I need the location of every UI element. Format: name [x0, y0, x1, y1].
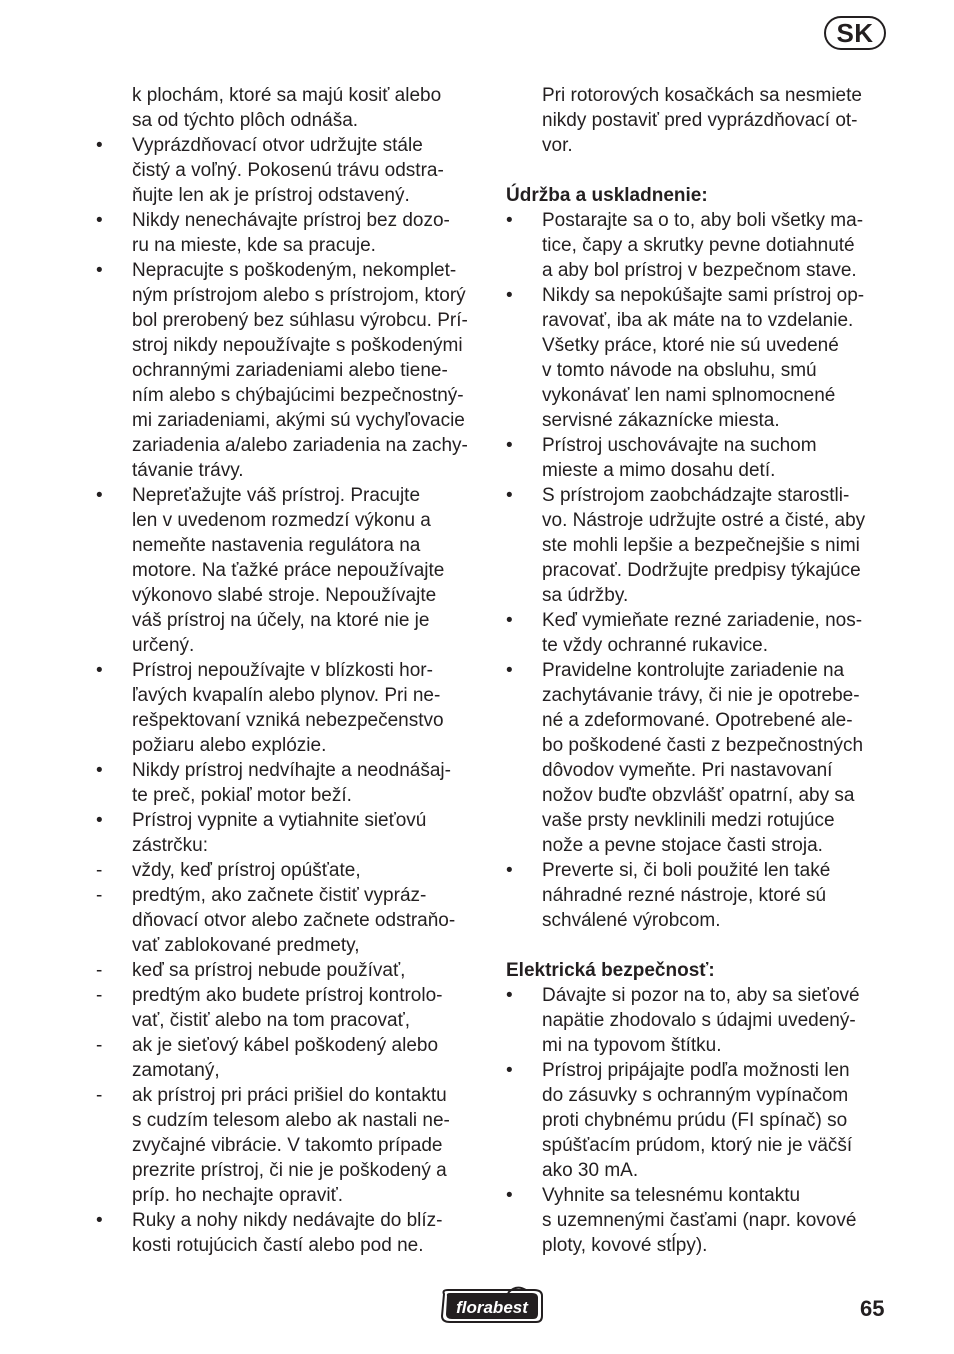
line-text: kosti rotujúcich častí alebo pod ne.	[132, 1235, 424, 1256]
text-line	[92, 558, 482, 583]
line-text: servisné zákaznícke miesta.	[542, 410, 780, 431]
text-line	[502, 1208, 892, 1233]
text-line	[92, 858, 482, 883]
line-text: príp. ho nechajte opraviť.	[132, 1185, 343, 1206]
dash-marker: -	[96, 1035, 103, 1056]
text-line	[92, 733, 482, 758]
line-text: Keď vymieňate rezné zariadenie, nos-	[542, 610, 863, 631]
bullet-marker: •	[506, 860, 513, 881]
dash-marker: -	[96, 885, 103, 906]
line-text: Nepreťažujte váš prístroj. Pracujte	[132, 485, 421, 506]
text-line	[502, 1108, 892, 1133]
line-text: napätie zhodovalo s údajmi uvedený-	[542, 1010, 856, 1031]
text-line	[502, 658, 892, 683]
line-text: Prístroj uschovávajte na suchom	[542, 435, 817, 456]
text-line	[502, 1183, 892, 1208]
line-text: tice, čapy a skrutky pevne dotiahnuté	[542, 235, 855, 256]
text-line	[502, 858, 892, 883]
line-text: távanie trávy.	[132, 460, 244, 481]
text-line	[502, 883, 892, 908]
text-line	[92, 633, 482, 658]
text-line	[92, 983, 482, 1008]
line-text: Nikdy prístroj nedvíhajte a neodnášaj-	[132, 760, 451, 781]
line-text: sa od týchto plôch odnáša.	[132, 110, 359, 131]
text-line	[92, 433, 482, 458]
text-line	[92, 583, 482, 608]
bullet-marker: •	[506, 285, 513, 306]
line-text: nemeňte nastavenia regulátora na	[132, 535, 421, 556]
text-line	[92, 683, 482, 708]
line-text: ným prístrojom alebo s prístrojom, ktorý	[132, 285, 466, 306]
text-line	[502, 1158, 892, 1183]
line-text: vždy, keď prístroj opúšťate,	[132, 860, 361, 881]
line-text: Vyhnite sa telesnému kontaktu	[542, 1185, 801, 1206]
line-text: vykonávať len nami splnomocnené	[542, 385, 836, 406]
bullet-marker: •	[506, 985, 513, 1006]
text-line	[502, 1058, 892, 1083]
text-line	[502, 433, 892, 458]
line-text: Vyprázdňovací otvor udržujte stále	[132, 135, 423, 156]
paragraph-gap	[502, 158, 892, 183]
line-text: vor.	[542, 135, 573, 156]
line-text: ravovať, iba ak máte na to vzdelanie.	[542, 310, 854, 331]
language-badge: SK	[824, 16, 886, 50]
text-line	[502, 133, 892, 158]
text-line	[92, 133, 482, 158]
line-text: proti chybnému prúdu (FI spínač) so	[542, 1110, 848, 1131]
text-line	[92, 183, 482, 208]
line-text: Preverte si, či boli použité len také	[542, 860, 831, 881]
line-text: ak prístroj pri práci prišiel do kontaktu	[132, 1085, 447, 1106]
text-line	[92, 333, 482, 358]
text-line	[502, 783, 892, 808]
line-text: mi na typovom štítku.	[542, 1035, 722, 1056]
line-text: ľavých kvapalín alebo plynov. Pri ne-	[132, 685, 441, 706]
line-text: ako 30 mA.	[542, 1160, 639, 1181]
page-number: 65	[860, 1296, 885, 1321]
line-text: ňujte len ak je prístroj odstavený.	[132, 185, 410, 206]
line-text: do zásuvky s ochranným vypínačom	[542, 1085, 849, 1106]
line-text: Postarajte sa o to, aby boli všetky ma-	[542, 210, 864, 231]
line-text: bo poškodené časti z bezpečnostných	[542, 735, 864, 756]
line-text: ak je sieťový kábel poškodený alebo	[132, 1035, 439, 1056]
line-text: vaše prsty nevklinili medzi rotujúce	[542, 810, 835, 831]
text-line	[502, 333, 892, 358]
bullet-marker: •	[96, 810, 103, 831]
line-text: sa údržby.	[542, 585, 629, 606]
line-text: mi zariadeniami, akými sú vychyľovacie	[132, 410, 465, 431]
text-line	[502, 808, 892, 833]
bullet-marker: •	[96, 1210, 103, 1231]
bullet-marker: •	[96, 660, 103, 681]
line-text: čistý a voľný. Pokosenú trávu odstra-	[132, 160, 444, 181]
line-text: Prístroj pripájajte podľa možnosti len	[542, 1060, 850, 1081]
text-line	[92, 608, 482, 633]
line-text: požiaru alebo explózie.	[132, 735, 327, 756]
text-line	[502, 83, 892, 108]
text-line	[92, 258, 482, 283]
line-text: výkonovo slabé stroje. Nepoužívajte	[132, 585, 437, 606]
text-line	[502, 908, 892, 933]
left-column	[92, 83, 482, 1258]
bullet-marker: •	[506, 660, 513, 681]
text-line	[92, 783, 482, 808]
text-line	[92, 83, 482, 108]
line-text: k plochám, ktoré sa majú kosiť alebo	[132, 85, 442, 106]
text-line	[92, 1008, 482, 1033]
text-line	[502, 308, 892, 333]
text-line	[92, 1183, 482, 1208]
line-text: predtým, ako začnete čistiť vypráz-	[132, 885, 427, 906]
line-text: te preč, pokiaľ motor beží.	[132, 785, 352, 806]
text-line	[502, 383, 892, 408]
bullet-marker: •	[506, 610, 513, 631]
text-line	[92, 508, 482, 533]
dash-marker: -	[96, 960, 103, 981]
line-text: te vždy ochranné rukavice.	[542, 635, 769, 656]
text-line	[92, 533, 482, 558]
section-heading: Údržba a uskladnenie:	[506, 185, 708, 206]
text-line	[92, 1083, 482, 1108]
line-text: Nikdy sa nepokúšajte sami prístroj op-	[542, 285, 865, 306]
line-text: ploty, kovové stĺpy).	[542, 1235, 708, 1256]
line-text: Pravidelne kontrolujte zariadenie na	[542, 660, 845, 681]
text-line	[92, 1208, 482, 1233]
line-text: nože a pevne stojace časti stroja.	[542, 835, 823, 856]
text-line	[92, 383, 482, 408]
line-text: prezrite prístroj, či nie je poškodený a	[132, 1160, 447, 1181]
line-text: zvyčajné vibrácie. V takomto prípade	[132, 1135, 443, 1156]
bullet-marker: •	[506, 435, 513, 456]
dash-marker: -	[96, 860, 103, 881]
bullet-marker: •	[506, 485, 513, 506]
text-line	[92, 158, 482, 183]
line-text: motore. Na ťažké práce nepoužívajte	[132, 560, 445, 581]
line-text: a aby bol prístroj v bezpečnom stave.	[542, 260, 857, 281]
bullet-marker: •	[506, 210, 513, 231]
line-text: s cudzím telesom alebo ak nastali ne-	[132, 1110, 450, 1131]
line-text: ním alebo s chýbajúcimi bezpečnostný-	[132, 385, 464, 406]
line-text: mieste a mimo dosahu detí.	[542, 460, 776, 481]
text-line	[502, 1133, 892, 1158]
line-text: predtým ako budete prístroj kontrolo-	[132, 985, 443, 1006]
line-text: váš prístroj na účely, na ktoré nie je	[132, 610, 430, 631]
paragraph-gap	[502, 933, 892, 958]
text-line	[92, 1058, 482, 1083]
line-text: ste mohli lepšie a bezpečnejšie s nimi	[542, 535, 860, 556]
line-text: pracovať. Dodržujte predpisy týkajúce	[542, 560, 861, 581]
text-line	[92, 1233, 482, 1258]
line-text: vať, čistiť alebo na tom pracovať,	[132, 1010, 411, 1031]
line-text: v tomto návode na obsluhu, smú	[542, 360, 817, 381]
line-text: stroj nikdy nepoužívajte s poškodenými	[132, 335, 463, 356]
bullet-marker: •	[506, 1060, 513, 1081]
line-text: rešpektovaní vzniká nebezpečenstvo	[132, 710, 444, 731]
bullet-marker: •	[96, 135, 103, 156]
text-line	[92, 833, 482, 858]
line-text: nikdy postaviť pred vyprázdňovací ot-	[542, 110, 858, 131]
bullet-marker: •	[96, 260, 103, 281]
dash-marker: -	[96, 1085, 103, 1106]
text-line	[502, 283, 892, 308]
line-text: vo. Nástroje udržujte ostré a čisté, aby	[542, 510, 866, 531]
text-line	[502, 683, 892, 708]
text-line	[92, 283, 482, 308]
text-line	[92, 808, 482, 833]
text-line	[92, 883, 482, 908]
text-line	[92, 208, 482, 233]
text-line	[92, 933, 482, 958]
text-line	[502, 258, 892, 283]
section-heading: Elektrická bezpečnosť:	[506, 960, 715, 981]
line-text: bol prerobený bez súhlasu výrobcu. Prí-	[132, 310, 468, 331]
text-line	[502, 583, 892, 608]
line-text: len v uvedenom rozmedzí výkonu a	[132, 510, 431, 531]
text-line	[502, 533, 892, 558]
line-text: dňovací otvor alebo začnete odstraňo-	[132, 910, 456, 931]
line-text: ru na mieste, kde sa pracuje.	[132, 235, 376, 256]
line-text: Nepracujte s poškodeným, nekomplet-	[132, 260, 457, 281]
text-line	[502, 633, 892, 658]
text-line	[502, 233, 892, 258]
text-line	[92, 233, 482, 258]
bullet-marker: •	[96, 760, 103, 781]
text-line	[92, 358, 482, 383]
text-line	[92, 658, 482, 683]
bullet-marker: •	[96, 210, 103, 231]
line-text: né a zdeformované. Opotrebené ale-	[542, 710, 853, 731]
text-line	[92, 458, 482, 483]
line-text: zástrčku:	[132, 835, 209, 856]
text-line	[502, 558, 892, 583]
bullet-marker: •	[506, 1185, 513, 1206]
text-line	[502, 733, 892, 758]
text-line	[502, 1083, 892, 1108]
text-line	[502, 1033, 892, 1058]
line-text: spúšťacím prúdom, ktorý nie je väčší	[542, 1135, 853, 1156]
line-text: náhradné rezné nástroje, ktoré sú	[542, 885, 827, 906]
text-line	[92, 308, 482, 333]
text-line	[502, 608, 892, 633]
line-text: Nikdy nenechávajte prístroj bez dozo-	[132, 210, 450, 231]
text-line	[502, 708, 892, 733]
line-text: S prístrojom zaobchádzajte starostli-	[542, 485, 850, 506]
line-text: určený.	[132, 635, 195, 656]
text-line	[502, 1233, 892, 1258]
text-line	[502, 1008, 892, 1033]
line-text: zachytávanie trávy, či nie je opotrebe-	[542, 685, 860, 706]
line-text: Pri rotorových kosačkách sa nesmiete	[542, 85, 862, 106]
line-text: Prístroj vypnite a vytiahnite sieťovú	[132, 810, 427, 831]
text-line	[502, 208, 892, 233]
line-text: zariadenia a/alebo zariadenia na zachy-	[132, 435, 468, 456]
dash-marker: -	[96, 985, 103, 1006]
text-line	[92, 1108, 482, 1133]
text-line	[92, 758, 482, 783]
line-text: nožov buďte obzvlášť opatrní, aby sa	[542, 785, 855, 806]
text-line	[92, 108, 482, 133]
text-line	[502, 508, 892, 533]
line-text: Prístroj nepoužívajte v blízkosti hor-	[132, 660, 433, 681]
text-line	[92, 958, 482, 983]
text-line	[92, 1158, 482, 1183]
text-line	[502, 483, 892, 508]
line-text: schválené výrobcom.	[542, 910, 721, 931]
line-text: dôvodov vymeňte. Pri nastavovaní	[542, 760, 833, 781]
text-line	[502, 833, 892, 858]
text-line	[502, 408, 892, 433]
line-text: vať zablokované predmety,	[132, 935, 360, 956]
text-line	[92, 483, 482, 508]
line-text: ochrannými zariadeniami alebo tiene-	[132, 360, 448, 381]
text-line	[502, 458, 892, 483]
florabest-logo	[438, 1286, 548, 1326]
right-column	[502, 83, 892, 1258]
text-line	[502, 358, 892, 383]
line-text: Všetky práce, ktoré nie sú uvedené	[542, 335, 839, 356]
text-line	[92, 408, 482, 433]
text-line	[502, 108, 892, 133]
line-text: Dávajte si pozor na to, aby sa sieťové	[542, 985, 860, 1006]
text-line	[502, 758, 892, 783]
line-text: Ruky a nohy nikdy nedávajte do blíz-	[132, 1210, 443, 1231]
text-line	[502, 983, 892, 1008]
line-text: s uzemnenými časťami (napr. kovové	[542, 1210, 857, 1231]
line-text: zamotaný,	[132, 1060, 220, 1081]
bullet-marker: •	[96, 485, 103, 506]
text-line	[92, 1133, 482, 1158]
line-text: keď sa prístroj nebude používať,	[132, 960, 406, 981]
svg-text:florabest: florabest	[456, 1298, 528, 1317]
text-line	[92, 908, 482, 933]
text-line	[92, 708, 482, 733]
text-line	[92, 1033, 482, 1058]
